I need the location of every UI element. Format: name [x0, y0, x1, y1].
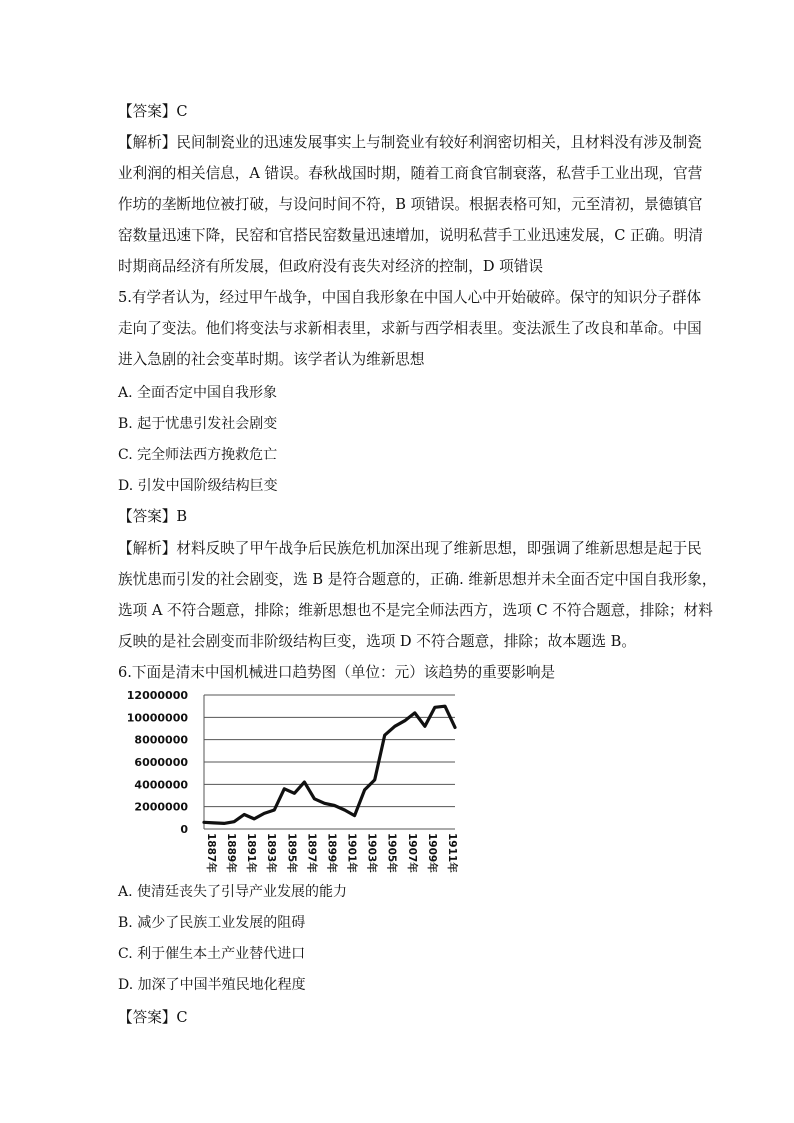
q5-stem-line: 进入急剧的社会变革时期。该学者认为维新思想: [118, 351, 425, 368]
q6-stem: 6.下面是清末中国机械进口趋势图（单位：元）该趋势的重要影响是: [118, 664, 556, 681]
x-tick-label: 1903年: [365, 833, 378, 873]
q6-option-d: D. 加深了中国半殖民地化程度: [118, 977, 306, 993]
data-point: [404, 720, 406, 722]
y-tick-label: 12000000: [126, 689, 188, 702]
q4-analysis-line: 业利润的相关信息，A 错误。春秋战国时期，随着工商食官制衰落，私营手工业出现，官营: [118, 165, 703, 182]
data-point: [333, 804, 335, 806]
y-tick-label: 6000000: [134, 756, 188, 769]
x-tick-label: 1909年: [425, 833, 438, 873]
data-point: [454, 726, 456, 728]
data-point: [343, 809, 345, 811]
data-point: [394, 725, 396, 727]
data-point: [313, 798, 315, 800]
x-tick-label: 1893年: [265, 833, 278, 873]
q6-option-a: A. 使清廷丧失了引导产业发展的能力: [118, 884, 348, 900]
q5-analysis-line: 反映的是社会剧变而非阶级结构巨变，选项 D 不符合题意，排除；故本题选 B。: [118, 633, 636, 650]
x-tick-label: 1911年: [445, 833, 458, 873]
q5-option-b: B. 起于忧患引发社会剧变: [118, 416, 278, 432]
q4-analysis-line: 窑数量迅速下降，民窑和官搭民窑数量迅速增加，说明私营手工业迅速发展，C 正确。明清: [118, 227, 703, 244]
data-point: [283, 788, 285, 790]
data-point: [444, 705, 446, 707]
data-point: [363, 789, 365, 791]
data-point: [414, 712, 416, 714]
y-tick-label: 10000000: [126, 711, 188, 725]
x-tick-label: 1907年: [405, 833, 418, 873]
q5-analysis-line: 族忧患而引发的社会剧变，选 B 是符合题意的，正确. 维新思想并未全面否定中国自我形象，: [118, 571, 717, 588]
data-point: [213, 822, 215, 824]
data-point: [243, 813, 245, 815]
q4-analysis-line: 时期商品经济有所发展，但政府没有丧失对经济的控制，D 项错误: [118, 258, 543, 275]
q4-answer: 【答案】C: [118, 103, 188, 120]
data-point: [384, 734, 386, 736]
y-tick-label: 0: [180, 823, 188, 836]
x-tick-label: 1895年: [285, 833, 298, 873]
y-tick-label: 8000000: [134, 733, 188, 747]
q6-answer: 【答案】C: [118, 1009, 188, 1026]
q5-option-d: D. 引发中国阶级结构巨变: [118, 478, 278, 494]
x-tick-label: 1897年: [305, 833, 318, 873]
data-point: [253, 818, 255, 820]
q5-analysis-line: 【解析】材料反映了甲午战争后民族危机加深出现了维新思想，即强调了维新思想是起于民: [118, 540, 702, 557]
q6-option-c: C. 利于催生本土产业替代进口: [118, 946, 306, 962]
machinery-import-chart: [118, 688, 458, 878]
q4-analysis-line: 作坊的垄断地位被打破，与设问时间不符，B 项错误。根据表格可知，元至清初，景德镇官: [118, 196, 703, 213]
data-point: [293, 792, 295, 794]
q4-analysis-line: 【解析】民间制瓷业的迅速发展事实上与制瓷业有较好利润密切相关，且材料没有涉及制瓷: [118, 134, 702, 151]
x-tick-label: 1899年: [325, 833, 338, 873]
q5-answer: 【答案】B: [118, 508, 188, 525]
x-tick-label: 1887年: [205, 833, 217, 873]
q5-option-c: C. 完全师法西方挽救危亡: [118, 447, 278, 463]
q5-analysis-line: 选项 A 不符合题意，排除；维新思想也不是完全师法西方，选项 C 不符合题意，排除；材料: [118, 602, 713, 619]
data-point: [273, 809, 275, 811]
data-point: [263, 812, 265, 814]
data-point: [223, 822, 225, 824]
data-point: [303, 781, 305, 783]
data-point: [434, 706, 436, 708]
x-tick-label: 1901年: [345, 833, 358, 873]
q5-stem-line: 走向了变法。他们将变法与求新相表里，求新与西学相表里。变法派生了改良和革命。中国: [118, 320, 702, 337]
y-tick-label: 2000000: [134, 800, 188, 814]
data-point: [203, 821, 205, 823]
data-point: [323, 802, 325, 804]
data-point: [424, 725, 426, 727]
series-line: [204, 706, 455, 823]
data-point: [353, 814, 355, 816]
data-point: [233, 821, 235, 823]
q5-option-a: A. 全面否定中国自我形象: [118, 385, 278, 401]
data-point: [374, 779, 376, 781]
y-tick-label: 4000000: [134, 778, 188, 792]
x-tick-label: 1905年: [385, 833, 398, 873]
x-tick-label: 1891年: [245, 833, 258, 873]
q6-option-b: B. 减少了民族工业发展的阻碍: [118, 915, 306, 931]
x-tick-label: 1889年: [225, 833, 238, 873]
q5-stem-line: 5.有学者认为，经过甲午战争，中国自我形象在中国人心中开始破碎。保守的知识分子群体: [118, 289, 702, 306]
